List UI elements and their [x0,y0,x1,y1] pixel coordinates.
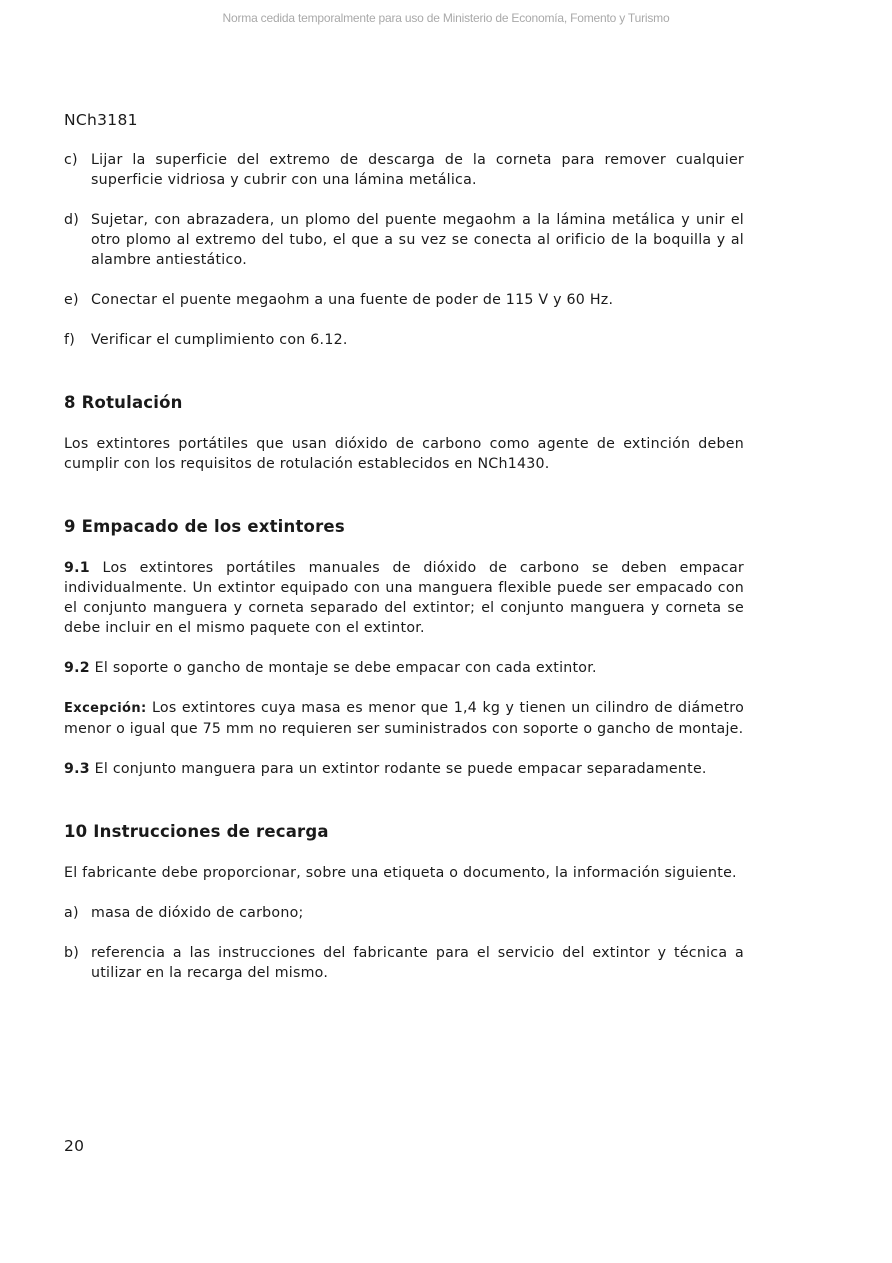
clause-text: El conjunto manguera para un extintor rodante se puede empacar separadamente. [89,761,707,777]
list-item [64,943,744,983]
list-item [64,290,744,310]
list-item [64,903,744,923]
clause-text: Los extintores portátiles manuales de dióxido de carbono se deben empacar individualmente. Un extintor equipado con una manguera flexible puede ser empacado con el conjunto manguera y corneta separado del extintor; el conjunto manguera y corneta se debe incluir en el mismo paquete con el extintor. [64,560,744,636]
exception-text: Los extintores cuya masa es menor que 1,4 kg y tienen un cilindro de diámetro menor o igual que 75 mm no requieren ser suministrados con soporte o gancho de montaje. [64,700,744,737]
page-number: 20 [64,1137,85,1155]
list-item [64,330,744,350]
list-item-text: Verificar el cumplimiento con 6.12. [91,332,348,348]
document-code: NCh3181 [64,111,138,129]
exception-paragraph [64,698,744,739]
list-item-label: e) [64,292,79,308]
list-item-label: d) [64,212,80,228]
list-item-label: f) [64,332,76,348]
page-content [64,150,744,1003]
list-item-label: c) [64,152,78,168]
list-item-label: a) [64,905,79,921]
list-item-text: Lijar la superficie del extremo de descarga de la corneta para remover cualquier superficie vidriosa y cubrir con una lámina metálica. [91,152,744,188]
section-8-paragraph: Los extintores portátiles que usan dióxido de carbono como agente de extinción deben cumplir con los requisitos de rotulación establecidos en NCh1430. [64,436,744,472]
clause-9-3 [64,759,744,779]
watermark: Norma cedida temporalmente para uso de Ministerio de Economía, Fomento y Turismo [222,11,670,25]
list-item-text: Conectar el puente megaohm a una fuente de poder de 115 V y 60 Hz. [91,292,614,308]
list-item [64,150,744,190]
clause-number: 9.1 [64,560,90,576]
list-item-text: masa de dióxido de carbono; [91,905,304,921]
list-item-text: referencia a las instrucciones del fabricante para el servicio del extintor y técnica a utilizar en la recarga del mismo. [91,945,744,981]
section-8-heading: 8 Rotulación [64,393,183,412]
section-10-intro: El fabricante debe proporcionar, sobre una etiqueta o documento, la información siguiente. [64,865,737,881]
clause-9-2 [64,658,744,678]
list-item-text: Sujetar, con abrazadera, un plomo del puente megaohm a la lámina metálica y unir el otro plomo al extremo del tubo, el que a su vez se conecta al orificio de la boquilla y al alambre antiestático. [91,212,744,268]
list-item [64,210,744,270]
clause-9-1 [64,558,744,638]
clause-text: El soporte o gancho de montaje se debe empacar con cada extintor. [89,660,597,676]
clause-number: 9.2 [64,660,90,676]
clause-number: 9.3 [64,761,90,777]
list-item-label: b) [64,945,80,961]
section-10-heading: 10 Instrucciones de recarga [64,822,329,841]
section-9-heading: 9 Empacado de los extintores [64,517,345,536]
exception-label: Excepción: [64,701,147,716]
